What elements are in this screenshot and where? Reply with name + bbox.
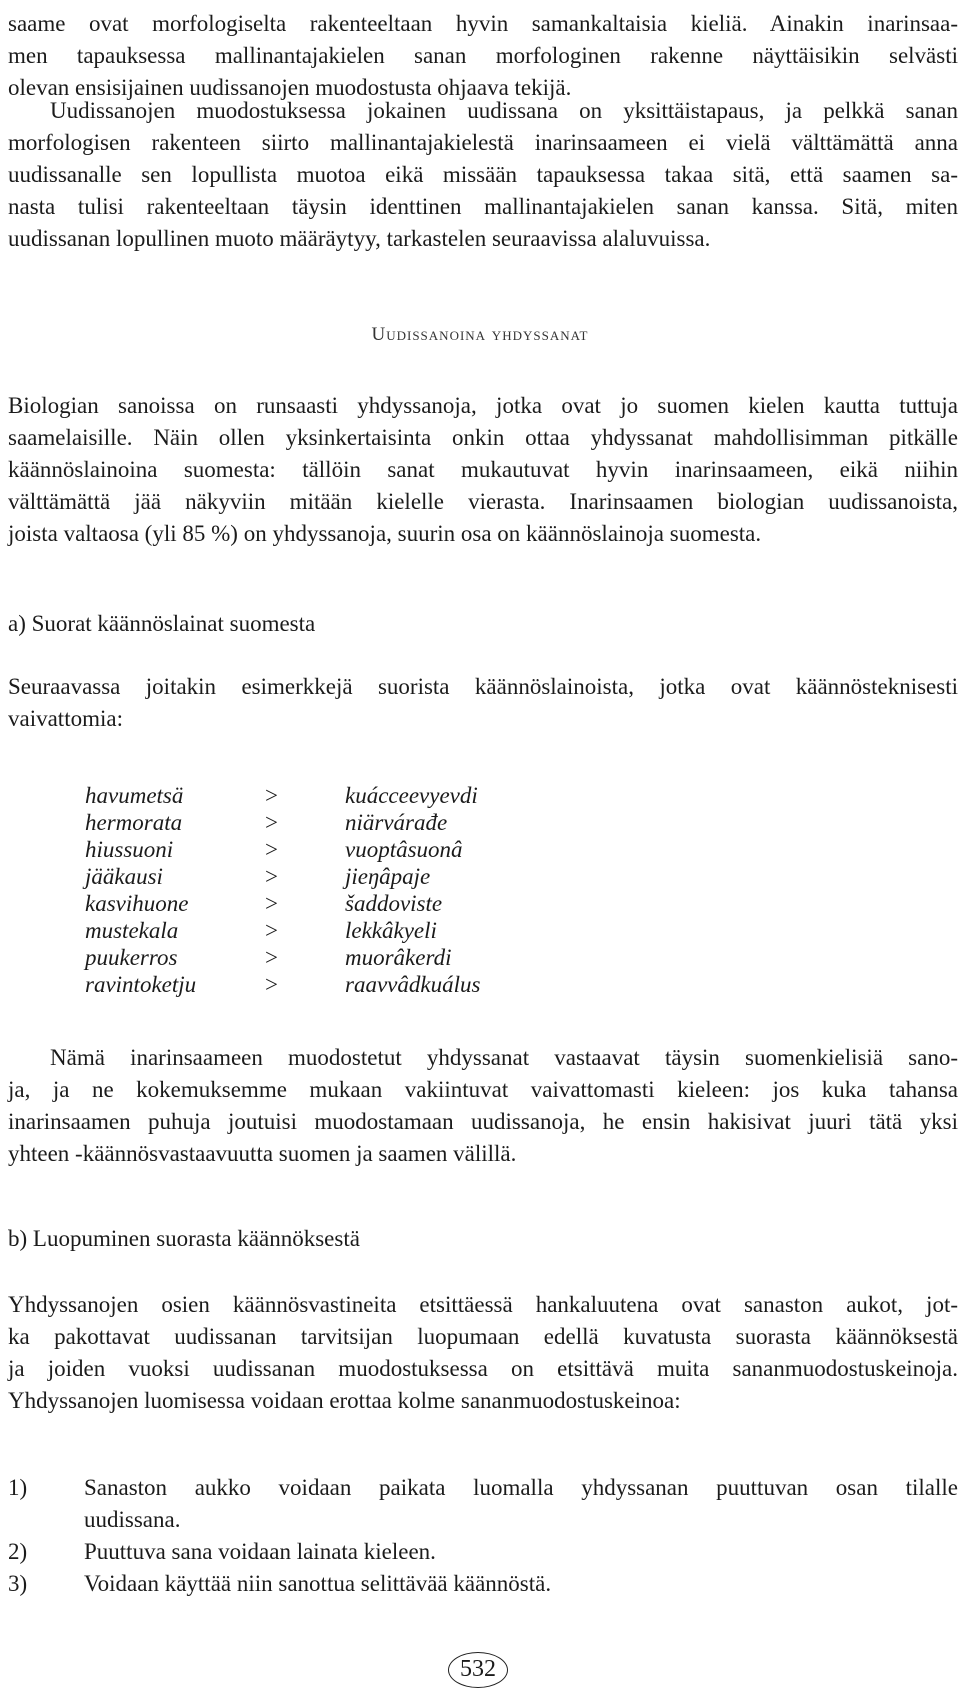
example-row	[85, 863, 585, 890]
text-line: Puuttuva sana voidaan lainata kieleen.	[84, 1539, 436, 1564]
text-line: saamelaisille. Näin ollen yksinkertaisinta onkin ottaa yhdyssanat mahdollisimman pitkälle	[8, 425, 958, 450]
paragraph-biologia	[8, 390, 958, 550]
paragraph-yhdyssanat	[8, 1042, 958, 1170]
text-line: Yhdyssanojen osien käännösvastineita etsittäessä hankaluutena ovat sanaston aukot, jot-	[8, 1292, 958, 1317]
example-row	[85, 782, 585, 809]
text-line: uudissanalle sen lopullista muotoa eikä missään tapauksessa takaa sitä, että saamen sa-	[8, 162, 958, 187]
text-line: Yhdyssanojen luomisessa voidaan erottaa kolme sananmuodostuskeinoa:	[8, 1388, 681, 1413]
text-line: yhteen -käännösvastaavuutta suomen ja saamen välillä.	[8, 1141, 517, 1166]
paragraph-intro	[8, 8, 958, 104]
example-row	[85, 809, 585, 836]
saami-word: vuoptâsuonâ	[345, 837, 463, 862]
example-row	[85, 836, 585, 863]
finnish-word: mustekala	[85, 918, 179, 943]
subheading-b: b) Luopuminen suorasta käännöksestä	[8, 1226, 360, 1251]
list-number: 3)	[8, 1571, 28, 1596]
text-line: nasta tulisi rakenteeltaan täysin identtinen mallinantajakielen sanan kanssa. Sitä, miten	[8, 194, 958, 219]
text-line: välttämättä jää näkyviin mitään kielelle vierasta. Inarinsaamen biologian uudissanoista,	[8, 489, 958, 514]
text-line: Sanaston aukko voidaan paikata luomalla yhdyssanan puuttuvan osan tilalle	[84, 1475, 958, 1500]
finnish-word: hiussuoni	[85, 837, 174, 862]
saami-word: kuácceevyevdi	[345, 783, 478, 808]
saami-word: raavvâdkuálus	[345, 972, 481, 997]
arrow: >	[265, 837, 278, 862]
text-line: vaivattomia:	[8, 706, 123, 731]
arrow: >	[265, 783, 278, 808]
arrow: >	[265, 918, 278, 943]
example-row	[85, 890, 585, 917]
arrow: >	[265, 891, 278, 916]
text-line: Biologian sanoissa on runsaasti yhdyssanoja, jotka ovat jo suomen kielen kautta tuttuja	[8, 393, 958, 418]
list-item	[8, 1472, 958, 1536]
paragraph-sanaston-aukot	[8, 1289, 958, 1417]
paragraph-examples-intro	[8, 671, 958, 735]
text-line: Uudissanojen muodostuksessa jokainen uudissana on yksittäistapaus, ja pelkkä sanan	[50, 98, 958, 123]
text-line: ja, ja ne kokemuksemme mukaan vakiintuvat vaivattomasti kieleen: jos kuka tahansa	[8, 1077, 958, 1102]
finnish-word: jääkausi	[85, 864, 163, 889]
finnish-word: ravintoketju	[85, 972, 197, 997]
text-line: olevan ensisijainen uudissanojen muodostusta ohjaava tekijä.	[8, 75, 572, 100]
text-line: uudissanan lopullinen muoto määräytyy, tarkastelen seuraavissa alaluvuissa.	[8, 226, 711, 251]
text-line: ka pakottavat uudissanan tarvitsijan luopumaan edellä kuvatusta suorasta käännöksestä	[8, 1324, 958, 1349]
saami-word: muorâkerdi	[345, 945, 452, 970]
text-line: men tapauksessa mallinantajakielen sanan morfologinen rakenne näyttäisikin selvästi	[8, 43, 958, 68]
text-line: uudissana.	[84, 1507, 181, 1532]
section-heading: Uudissanoina yhdyssanat	[371, 324, 589, 345]
text-line: inarinsaamen puhuja joutuisi muodostamaan uudissanoja, he ensin hakisivat juuri tätä yksi	[8, 1109, 958, 1134]
saami-word: lekkâkyeli	[345, 918, 437, 943]
paragraph-uudissanat	[8, 95, 958, 255]
saami-word: niärvárađe	[345, 810, 448, 835]
list-number: 1)	[8, 1475, 28, 1500]
finnish-word: kasvihuone	[85, 891, 189, 916]
example-row	[85, 944, 585, 971]
finnish-word: havumetsä	[85, 783, 184, 808]
text-line: Voidaan käyttää niin sanottua selittävää käännöstä.	[84, 1571, 552, 1596]
saami-word: jieŋâpaje	[345, 864, 431, 889]
example-row	[85, 971, 585, 998]
text-line: Nämä inarinsaameen muodostetut yhdyssanat vastaavat täysin suomenkielisiä sano-	[50, 1045, 958, 1070]
finnish-word: hermorata	[85, 810, 183, 835]
finnish-word: puukerros	[85, 945, 178, 970]
text-line: saame ovat morfologiselta rakenteeltaan hyvin samankaltaisia kieliä. Ainakin inarinsaa-	[8, 11, 958, 36]
subheading-a: a) Suorat käännöslainat suomesta	[8, 611, 316, 636]
example-row	[85, 917, 585, 944]
list-item	[8, 1568, 958, 1600]
text-line: joista valtaosa (yli 85 %) on yhdyssanoja, suurin osa on käännöslainoja suomesta.	[8, 521, 762, 546]
list-item	[8, 1536, 958, 1568]
page-number: 532	[448, 1652, 508, 1688]
text-line: morfologisen rakenteen siirto mallinantajakielestä inarinsaameen ei vielä välttämättä anna	[8, 130, 958, 155]
saami-word: šaddoviste	[345, 891, 443, 916]
list-number: 2)	[8, 1539, 28, 1564]
text-line: ja joiden vuoksi uudissanan muodostuksessa on etsittävä muita sananmuodostuskeinoja.	[8, 1356, 958, 1381]
arrow: >	[265, 810, 278, 835]
arrow: >	[265, 945, 278, 970]
numbered-list	[8, 1472, 958, 1600]
text-line: Seuraavassa joitakin esimerkkejä suorista käännöslainoista, jotka ovat käännösteknisesti	[8, 674, 958, 699]
arrow: >	[265, 972, 278, 997]
arrow: >	[265, 864, 278, 889]
text-line: käännöslainoina suomesta: tällöin sanat mukautuvat hyvin inarinsaameen, eikä niihin	[8, 457, 958, 482]
example-word-list	[85, 782, 585, 998]
